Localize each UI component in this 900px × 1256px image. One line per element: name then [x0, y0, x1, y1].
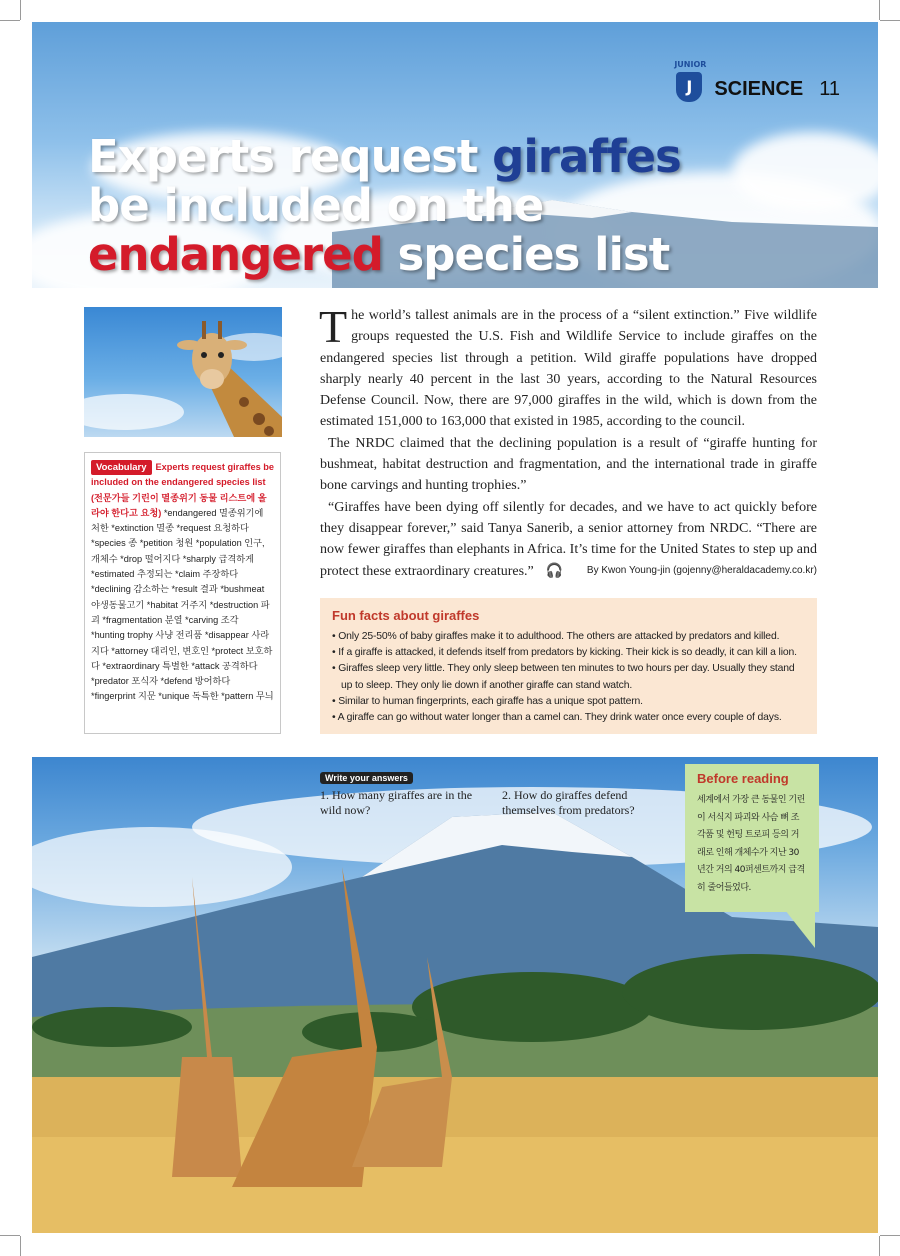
article-body — [319, 301, 817, 582]
crop-mark — [0, 20, 20, 21]
question-2: 2. How do giraffes defend themselves from predators? — [502, 788, 635, 817]
list-item: • Giraffes sleep very little. They only sleep between ten minutes to two hours per day. Usually they stand up to sleep. They only lie down if another giraffe can stand watch. — [332, 663, 795, 691]
paragraph-text: “Giraffes have been dying off silently for decades, and we have to act quickly before they disappear forever,” said Tanya Sanerib, a senior attorney from NRDC. “There are now fewer giraffes than elephants in Africa. It’s time for the United States to step up and protect these extraordinary creatures.” — [320, 499, 817, 579]
before-reading-text: 세계에서 가장 큰 동물인 기린이 서식지 파괴와 사슴 뼈 조각품 및 헌팅 트로피 등의 거래로 인해 개체수가 지난 30년간 거의 40퍼센트까지 급격히 줄어들었다. — [697, 795, 805, 893]
headphones-icon[interactable]: 🎧 — [545, 563, 564, 579]
fun-facts-box — [320, 598, 817, 734]
crop-mark — [879, 1236, 880, 1256]
list-item: • Similar to human fingerprints, each giraffe has a unique spot pattern. — [332, 695, 643, 707]
list-item: • Only 25-50% of baby giraffes make it to adulthood. The others are attacked by predators and killed. — [332, 631, 780, 642]
crop-mark — [20, 1236, 21, 1256]
headline-highlight-giraffes: giraffes — [492, 130, 681, 183]
fact-text: Only 25-50% of baby giraffes make it to adulthood. The others are attacked by predators and killed. — [338, 631, 780, 642]
section-name: SCIENCE — [714, 77, 804, 100]
before-reading-box — [685, 764, 819, 912]
question-1: 1. How many giraffes are in the wild now? — [320, 788, 473, 817]
speech-bubble-tail — [785, 910, 815, 948]
crop-mark — [879, 0, 880, 20]
page-number: 11 — [819, 77, 840, 100]
headline-highlight-endangered: endangered — [88, 228, 383, 281]
giraffe-head-photo — [84, 307, 282, 437]
vocabulary-headline: Experts request giraffes be included on the endangered species list (전문가들 기린이 멸종위기 동물 리스트에 올라야 한다고 요청) — [91, 462, 274, 518]
paragraph-text: he world’s tallest animals are in the process of a “silent extinction.” Five wildlife groups requested the U.S. Fish and Wildlife Service to include giraffes on the endangered species list through a petition. Wild giraffe populations have dropped sharply nearly 40 percent in the last 30 years, according to the Natural Resources Defense Council. Now, there are 97,000 giraffes in the wild, which is down from the estimated 151,000 to 163,000 that existed in 1985, according to the council. — [320, 308, 817, 430]
list-item: • A giraffe can go without water longer than a camel can. They drink water once every couple of days. — [332, 712, 782, 724]
headline-part: species list — [382, 228, 670, 281]
vocabulary-list: *endangered 멸종위기에 처한 *extinction 멸종 *request 요청하다 *species 종 *petition 청원 *population 인구, 개체수 *drop 떨어지다 *sharply 급격하게 *estimated 추정되는 *claim 주장하다 *declining 감소하는 *result 결과 *bushmeat 야생동물고기 *habitat 거주지 *destruction 파괴 *fragmentation 분열 *carving 조각 *hunting trophy 사냥 전리품 *disappear 사라지다 *attorney 대리인, 변호인 *protect 보호하다 *extraordinary 특별한 *attack 공격하다 *predator 포식자 *defend 방어하다 *fingerprint 지문 *unique 독특한 *pattern 무늬 — [91, 507, 274, 702]
drop-cap: T — [319, 301, 348, 352]
vocabulary-tag: Vocabulary — [91, 460, 152, 475]
headline-part: be included on the — [88, 179, 544, 232]
article-paragraph-2 — [320, 433, 817, 497]
crop-mark — [0, 1235, 20, 1236]
giraffe-head-illustration — [84, 307, 282, 437]
fact-text: A giraffe can go without water longer than a camel can. They drink water once every couple of days. — [337, 712, 782, 724]
byline: By Kwon Young-jin (gojenny@heraldacademy.co.kr) — [586, 564, 817, 576]
crop-mark — [880, 1235, 900, 1236]
vocabulary-box — [84, 452, 281, 734]
fun-facts-title: Fun facts about giraffes — [332, 608, 480, 623]
before-reading-title: Before reading — [697, 771, 789, 786]
crop-mark — [20, 0, 21, 20]
article-paragraph-3 — [320, 497, 817, 582]
junior-logo-icon: JUNIOR J — [676, 72, 704, 106]
article-paragraph-1 — [319, 301, 817, 433]
fact-text: Similar to human fingerprints, each giraffe has a unique spot pattern. — [338, 695, 643, 707]
masthead — [674, 60, 840, 106]
write-answers-section — [320, 768, 680, 817]
fun-facts-list — [332, 629, 805, 726]
fact-text: If a giraffe is attacked, it defends itself from predators by kicking. Their kick is so deadly, it can kill a lion. — [338, 647, 797, 659]
headline-part: Experts request — [88, 130, 493, 183]
fact-text: Giraffes sleep very little. They only sleep between ten minutes to two hours per day. Usually they stand up to sleep. They only lie down if another giraffe can stand watch. — [338, 663, 795, 691]
headline — [88, 132, 728, 279]
paragraph-text: The NRDC claimed that the declining population is a result of “giraffe hunting for bushmeat, habitat destruction and fragmentation, and the international trade in giraffe bone carvings and hunting trophies.” — [320, 435, 817, 494]
crop-mark — [880, 20, 900, 21]
write-answers-label: Write your answers — [320, 772, 413, 784]
logo-text: JUNIOR — [674, 60, 707, 69]
list-item: • If a giraffe is attacked, it defends itself from predators by kicking. Their kick is so deadly, it can kill a lion. — [332, 647, 797, 659]
